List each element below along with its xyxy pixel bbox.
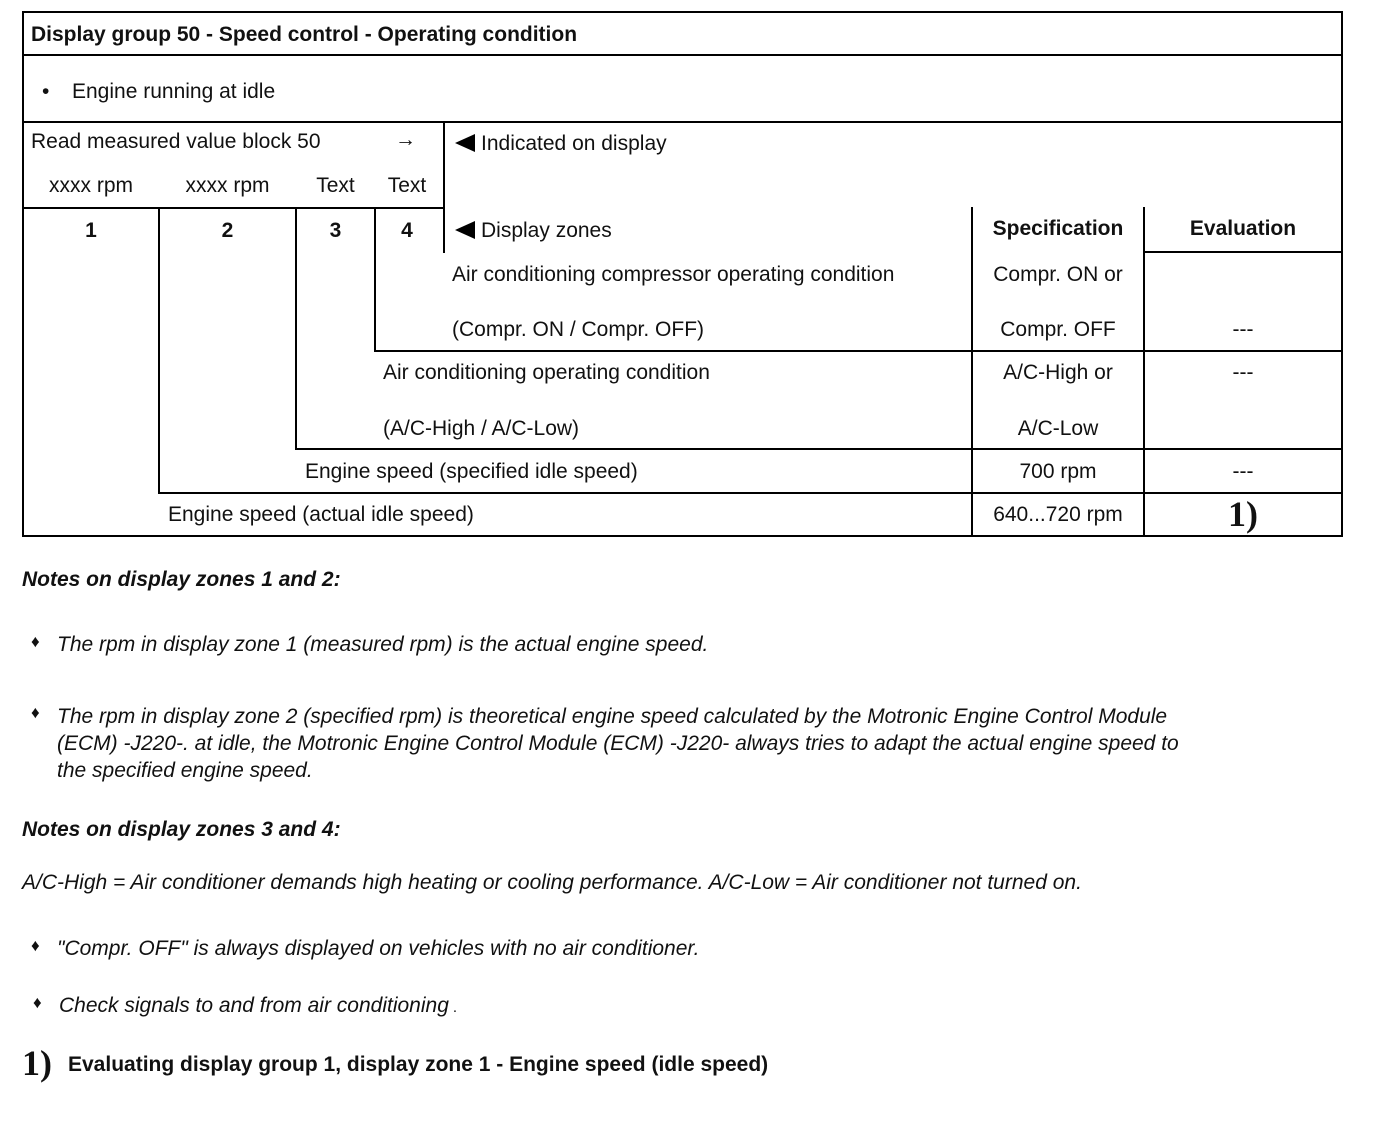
note-bullet-4-text[interactable]: Check signals to and from air conditioning: [59, 994, 449, 1017]
diamond-bullet-icon: ♦: [33, 993, 42, 1012]
row-2-eval: ---: [1232, 361, 1254, 384]
row-4-spec1: 640...720 rpm: [993, 503, 1123, 526]
diamond-bullet-icon: ♦: [31, 703, 40, 722]
left-triangle-icon: [455, 134, 475, 152]
note-bullet-1: The rpm in display zone 1 (measured rpm) is the actual engine speed.: [57, 633, 709, 656]
row-1-line2: (Compr. ON / Compr. OFF): [452, 318, 705, 341]
row-4-line1: Engine speed (actual idle speed): [168, 503, 474, 526]
row-2-spec2: A/C-Low: [1017, 417, 1099, 440]
col-header-3: Text: [316, 174, 355, 197]
row-1-spec1: Compr. ON or: [993, 263, 1123, 286]
diamond-bullet-icon: ♦: [31, 632, 40, 651]
col-number-3: 3: [329, 219, 342, 242]
diamond-bullet-icon: ♦: [31, 936, 40, 955]
note-bullet-4-period: .: [452, 999, 458, 1016]
condition-bullet: •: [42, 80, 50, 103]
col-header-2: xxxx rpm: [185, 174, 270, 197]
row-2-spec1: A/C-High or: [1003, 361, 1113, 384]
eval-header: Evaluation: [1189, 217, 1297, 240]
row-3-line1: Engine speed (specified idle speed): [305, 460, 638, 483]
indicated-text: Indicated on display: [481, 132, 667, 155]
row-3-spec1: 700 rpm: [1019, 460, 1097, 483]
display-zones-text: Display zones: [481, 219, 612, 242]
ac-definition-text: A/C-High = Air conditioner demands high heating or cooling performance. A/C-Low = Air conditioner not turned on.: [22, 871, 1082, 894]
display-zones-label: [455, 219, 612, 243]
notes-heading-2: Notes on display zones 3 and 4:: [22, 818, 341, 841]
col-number-2: 2: [221, 219, 234, 242]
note-bullet-2-line1: The rpm in display zone 2 (specified rpm) is theoretical engine speed calculated by the Motronic Engine Control Module: [57, 705, 1168, 728]
spec-header: Specification: [992, 217, 1124, 240]
indicated-label: [455, 132, 667, 156]
row-3-eval: ---: [1232, 460, 1254, 483]
note-bullet-3: "Compr. OFF" is always displayed on vehicles with no air conditioner.: [57, 937, 700, 960]
row-1-spec2: Compr. OFF: [1000, 318, 1116, 341]
note-bullet-2-line3: the specified engine speed.: [57, 759, 313, 782]
footnote-text: Evaluating display group 1, display zone 1 - Engine speed (idle speed): [68, 1053, 769, 1076]
row-4-eval-footnote-ref[interactable]: 1): [1228, 494, 1258, 534]
col-number-1: 1: [85, 219, 97, 242]
note-bullet-4: [59, 992, 457, 1021]
condition-text: Engine running at idle: [72, 80, 276, 103]
col-header-4: Text: [387, 174, 427, 197]
footnote-marker: 1): [22, 1043, 52, 1083]
row-2-line2: (A/C-High / A/C-Low): [383, 417, 580, 440]
arrow-icon: →: [395, 128, 416, 151]
row-2-line1: Air conditioning operating condition: [383, 361, 710, 384]
left-triangle-icon: [455, 221, 475, 239]
notes-heading-1: Notes on display zones 1 and 2:: [22, 568, 341, 591]
col-number-4: 4: [401, 219, 413, 242]
row-1-eval: ---: [1232, 318, 1254, 341]
note-bullet-2-line2: (ECM) -J220-. at idle, the Motronic Engine Control Module (ECM) -J220- always tries to adapt the actual engine speed to: [57, 732, 1179, 755]
col-header-1: xxxx rpm: [49, 174, 133, 197]
row-1-line1: Air conditioning compressor operating condition: [452, 263, 895, 286]
table-title: Display group 50 - Speed control - Operating condition: [31, 23, 578, 46]
read-block-label: Read measured value block 50: [31, 130, 321, 153]
